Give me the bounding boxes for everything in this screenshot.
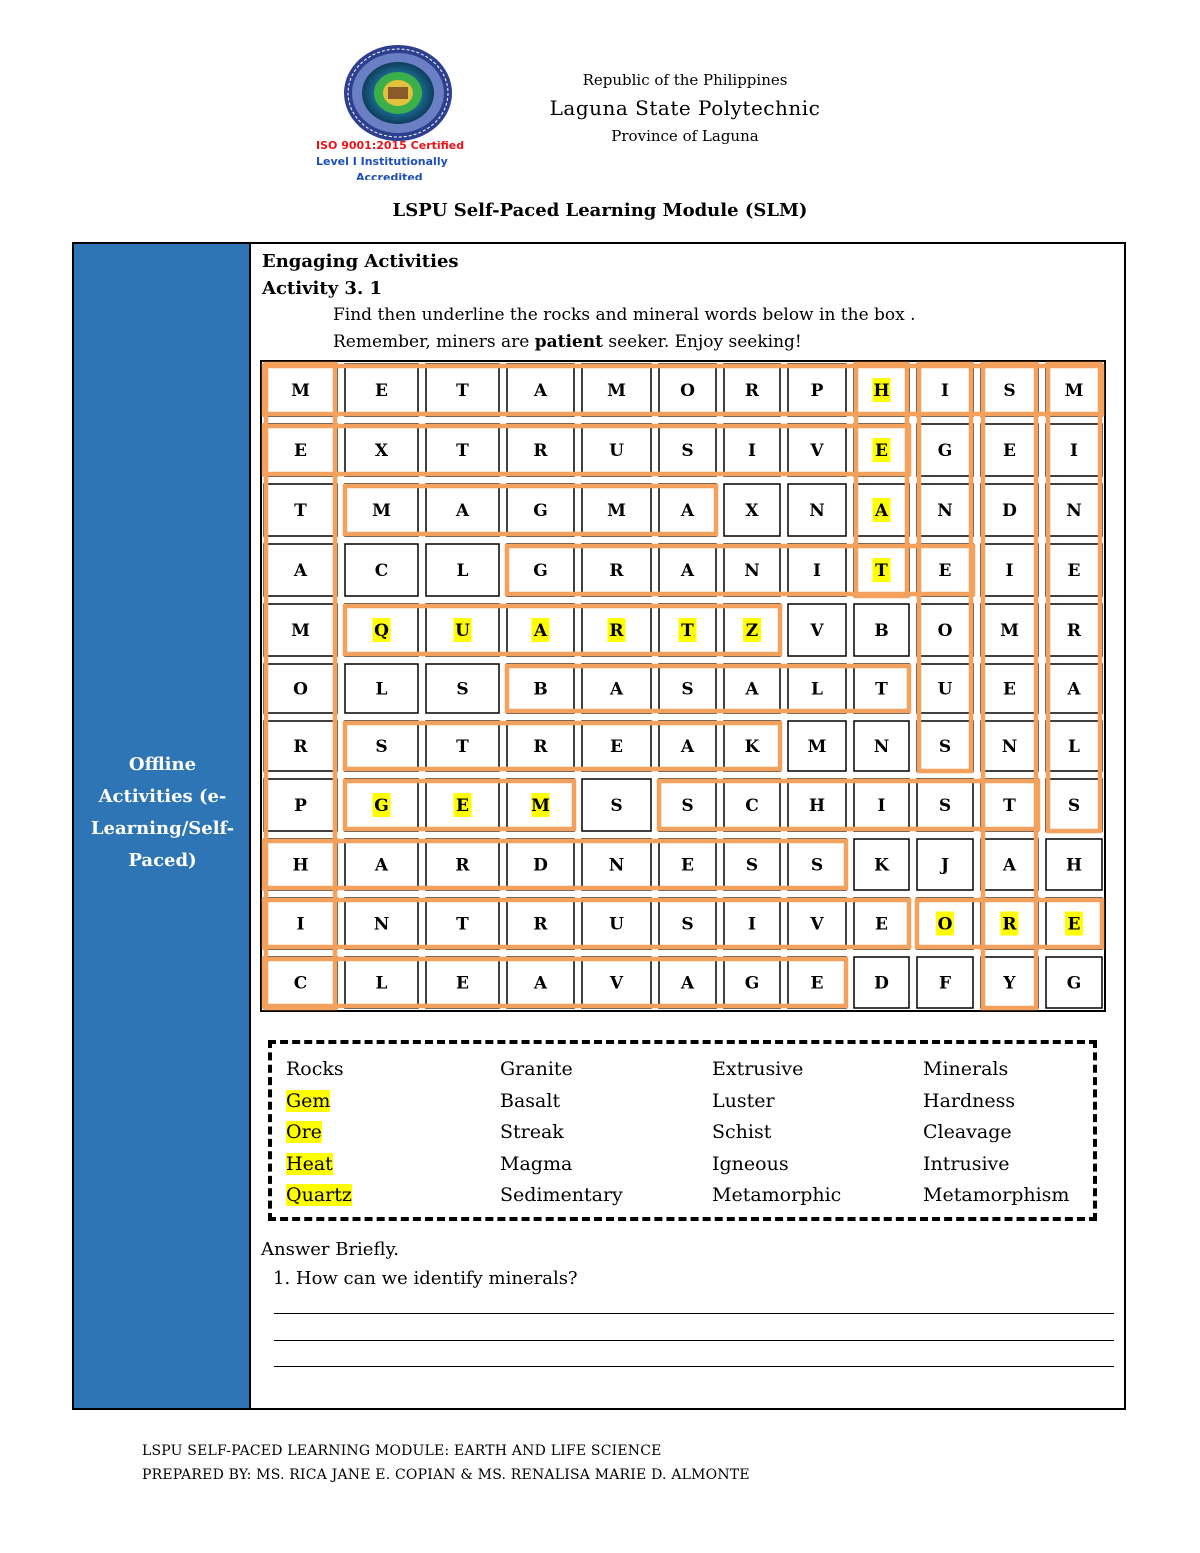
word-list-item: Intrusive	[923, 1152, 1010, 1175]
grid-letter: E	[456, 973, 469, 994]
grid-letter: E	[1067, 914, 1081, 935]
grid-letter: I	[748, 441, 756, 461]
grid-letter: X	[374, 441, 389, 461]
university-seal-logo	[342, 43, 454, 143]
instruction-bold: patient	[534, 332, 603, 352]
grid-letter: U	[455, 621, 470, 641]
footer-line-1: LSPU SELF-PACED LEARNING MODULE: EARTH AND LIFE SCIENCE	[142, 1443, 662, 1459]
grid-letter: R	[1002, 914, 1017, 935]
grid-letter: S	[810, 855, 824, 876]
grid-letter: H	[1065, 855, 1083, 876]
word-list-item: Ore	[286, 1121, 322, 1143]
grid-letter: A	[745, 679, 759, 700]
grid-letter: T	[456, 737, 469, 757]
grid-letter: M	[1064, 381, 1084, 401]
grid-letter: I	[296, 914, 305, 935]
header-province: Province of Laguna	[611, 127, 759, 145]
grid-letter: T	[294, 501, 307, 521]
word-list-item: Magma	[500, 1152, 573, 1175]
grid-letter: J	[940, 855, 950, 876]
word-list-column	[500, 1054, 623, 1212]
instruction-line-1: Find then underline the rocks and mineral words below in the box .	[333, 305, 916, 325]
grid-letter: A	[455, 501, 470, 521]
grid-letter: L	[1068, 737, 1080, 757]
activity-number: Activity 3. 1	[262, 278, 382, 299]
grid-letter: Y	[1003, 973, 1016, 994]
grid-letter: L	[456, 561, 469, 581]
grid-letter: Z	[745, 621, 759, 641]
word-list-item: Heat	[286, 1152, 333, 1175]
grid-letter: E	[875, 441, 888, 461]
iso-line-2: Level I Institutionally	[316, 155, 448, 168]
word-list-item: Sedimentary	[500, 1184, 623, 1206]
grid-letter: I	[1005, 561, 1014, 581]
grid-letter: A	[680, 973, 695, 994]
grid-letter: Q	[374, 621, 389, 641]
grid-letter: T	[456, 441, 469, 461]
grid-letter: R	[1066, 621, 1082, 641]
grid-letter: O	[680, 381, 695, 401]
grid-letter: V	[810, 914, 824, 935]
grid-letter: L	[811, 679, 823, 700]
grid-letter: A	[374, 855, 389, 876]
answer-line[interactable]	[274, 1313, 1114, 1314]
word-list-item: Metamorphic	[712, 1184, 842, 1206]
grid-letter: G	[533, 561, 548, 581]
word-list-item: Quartz	[286, 1184, 352, 1206]
word-list-item: Rocks	[286, 1058, 344, 1080]
section-heading: Engaging Activities	[262, 251, 459, 272]
grid-letter: S	[681, 914, 694, 935]
word-list-column	[923, 1054, 1069, 1212]
header-country: Republic of the Philippines	[582, 71, 788, 89]
grid-letter: A	[680, 501, 695, 521]
grid-letter: T	[456, 914, 469, 935]
grid-letter: V	[810, 441, 824, 461]
module-title: LSPU Self-Paced Learning Module (SLM)	[392, 200, 808, 221]
grid-letter: E	[1003, 679, 1016, 700]
header-institution: Laguna State Polytechnic	[549, 96, 821, 120]
grid-letter: T	[875, 561, 888, 581]
grid-letter: A	[533, 973, 548, 994]
grid-letter: X	[745, 501, 759, 521]
grid-letter: E	[1003, 441, 1016, 461]
grid-letter: D	[1002, 501, 1017, 521]
grid-letter: R	[455, 855, 470, 876]
grid-letter: V	[810, 621, 824, 641]
grid-letter: A	[293, 561, 308, 581]
word-list-item: Extrusive	[712, 1058, 804, 1080]
word-list-item: Cleavage	[923, 1121, 1012, 1143]
grid-letter: O	[937, 914, 953, 935]
grid-letter: N	[873, 737, 890, 757]
grid-letter: T	[875, 679, 888, 700]
grid-letter: I	[1070, 441, 1078, 461]
grid-letter: T	[456, 381, 469, 401]
grid-letter: L	[375, 973, 388, 994]
grid-letter: O	[937, 621, 953, 641]
grid-letter: A	[874, 501, 889, 521]
grid-letter: N	[608, 855, 625, 876]
grid-letter: N	[809, 501, 825, 521]
grid-letter: L	[375, 679, 388, 700]
grid-letter: G	[374, 796, 389, 816]
grid-letter: S	[938, 796, 952, 816]
grid-letter: B	[874, 621, 889, 641]
grid-letter: B	[533, 679, 548, 700]
word-search-grid	[260, 360, 1106, 1012]
grid-letter: H	[292, 855, 309, 876]
grid-letter: E	[938, 561, 952, 581]
grid-letter: N	[373, 914, 390, 935]
grid-letter: S	[610, 796, 623, 816]
grid-letter: R	[533, 914, 548, 935]
grid-letter: H	[808, 796, 826, 816]
answer-line[interactable]	[274, 1340, 1114, 1341]
grid-letter: I	[941, 381, 949, 401]
activity-content	[262, 248, 1112, 356]
grid-letter: S	[681, 796, 694, 816]
grid-letter: A	[1067, 679, 1081, 700]
grid-letter: A	[680, 561, 695, 581]
grid-letter: C	[293, 973, 308, 994]
grid-letter: G	[533, 501, 548, 521]
word-list-item: Igneous	[712, 1152, 789, 1175]
sidebar-label-text: Offline Activities (e-Learning/Self-Paced)	[90, 754, 235, 871]
grid-letter: U	[609, 441, 624, 461]
grid-letter: E	[610, 737, 623, 757]
grid-letter: H	[873, 381, 890, 401]
grid-letter: A	[1002, 855, 1017, 876]
grid-letter: R	[609, 621, 624, 641]
grid-letter: T	[681, 621, 694, 641]
grid-letter: A	[533, 381, 548, 401]
word-list-item: Minerals	[923, 1058, 1009, 1080]
grid-letter: R	[609, 561, 624, 581]
grid-letter: K	[744, 737, 760, 757]
grid-letter: G	[937, 441, 953, 461]
grid-letter: R	[744, 381, 760, 401]
grid-letter: C	[374, 561, 389, 581]
word-list-item: Granite	[500, 1058, 573, 1080]
grid-letter: G	[1066, 973, 1082, 994]
word-list-item: Basalt	[500, 1089, 561, 1112]
grid-letter: M	[531, 796, 550, 816]
grid-letter: T	[1003, 796, 1016, 816]
sidebar	[74, 244, 251, 1408]
grid-letter: P	[810, 381, 824, 401]
grid-letter: R	[293, 737, 308, 757]
grid-letter: M	[291, 381, 310, 401]
grid-letter: M	[607, 501, 626, 521]
instruction-line-2	[262, 329, 1112, 356]
word-list-item: Schist	[712, 1121, 772, 1143]
grid-letter: A	[609, 679, 624, 700]
word-list-box	[268, 1040, 1097, 1221]
iso-line-1: ISO 9001:2015 Certified	[316, 139, 465, 152]
instruction-text: seeker. Enjoy seeking!	[602, 332, 802, 352]
instruction-text: Remember, miners are	[333, 332, 535, 352]
grid-letter: S	[745, 855, 759, 876]
grid-letter: S	[681, 679, 694, 700]
footer	[142, 1439, 750, 1487]
word-list-column	[712, 1054, 841, 1212]
sidebar-label	[74, 749, 251, 877]
grid-letter: E	[810, 973, 824, 994]
grid-letter: P	[294, 796, 307, 816]
grid-letter: S	[375, 737, 388, 757]
grid-letter: E	[375, 381, 388, 401]
answer-section	[261, 1235, 578, 1293]
grid-letter: R	[533, 441, 548, 461]
grid-letter: O	[293, 679, 308, 700]
grid-letter: V	[609, 973, 624, 994]
grid-letter: N	[1001, 737, 1018, 757]
grid-letter: G	[744, 973, 760, 994]
footer-line-2: PREPARED BY: MS. RICA JANE E. COPIAN & MS. RENALISA MARIE D. ALMONTE	[142, 1467, 750, 1483]
word-list-item: Streak	[500, 1121, 564, 1143]
grid-letter: N	[937, 501, 953, 521]
grid-letter: E	[875, 914, 888, 935]
grid-letter: M	[607, 381, 626, 401]
grid-letter: A	[680, 737, 695, 757]
word-list-item: Luster	[712, 1089, 775, 1112]
grid-letter: U	[937, 679, 953, 700]
answer-heading: Answer Briefly.	[261, 1239, 399, 1260]
grid-letter: D	[533, 855, 548, 876]
grid-letter: E	[294, 441, 307, 461]
question-1: 1. How can we identify minerals?	[273, 1268, 578, 1289]
grid-letter: S	[456, 679, 469, 700]
grid-letter: F	[938, 973, 952, 994]
grid-letter: M	[372, 501, 391, 521]
answer-line[interactable]	[274, 1366, 1114, 1367]
grid-letter: N	[1066, 501, 1082, 521]
grid-letter: S	[938, 737, 952, 757]
grid-letter: R	[533, 737, 548, 757]
grid-letter: I	[748, 914, 756, 935]
grid-letter: I	[813, 561, 821, 581]
iso-line-3: Accredited	[356, 171, 423, 180]
grid-letter: K	[874, 855, 889, 876]
grid-letter: S	[1067, 796, 1081, 816]
grid-letter: M	[291, 621, 310, 641]
grid-letter: E	[1067, 561, 1081, 581]
grid-letter: M	[807, 737, 827, 757]
grid-letter: N	[744, 561, 760, 581]
word-list-item: Metamorphism	[923, 1184, 1070, 1206]
grid-letter: C	[745, 796, 759, 816]
iso-certification	[316, 138, 476, 180]
word-list-column	[286, 1054, 352, 1212]
grid-letter: E	[456, 796, 469, 816]
grid-letter: I	[877, 796, 886, 816]
grid-letter: U	[609, 914, 624, 935]
grid-letter: M	[1000, 621, 1019, 641]
word-list-item: Gem	[286, 1089, 331, 1112]
grid-letter: E	[681, 855, 694, 876]
grid-letter: S	[1003, 381, 1016, 401]
grid-letter: S	[681, 441, 694, 461]
grid-letter: D	[874, 973, 889, 994]
word-list-item: Hardness	[923, 1089, 1016, 1112]
grid-letter: A	[533, 621, 548, 641]
